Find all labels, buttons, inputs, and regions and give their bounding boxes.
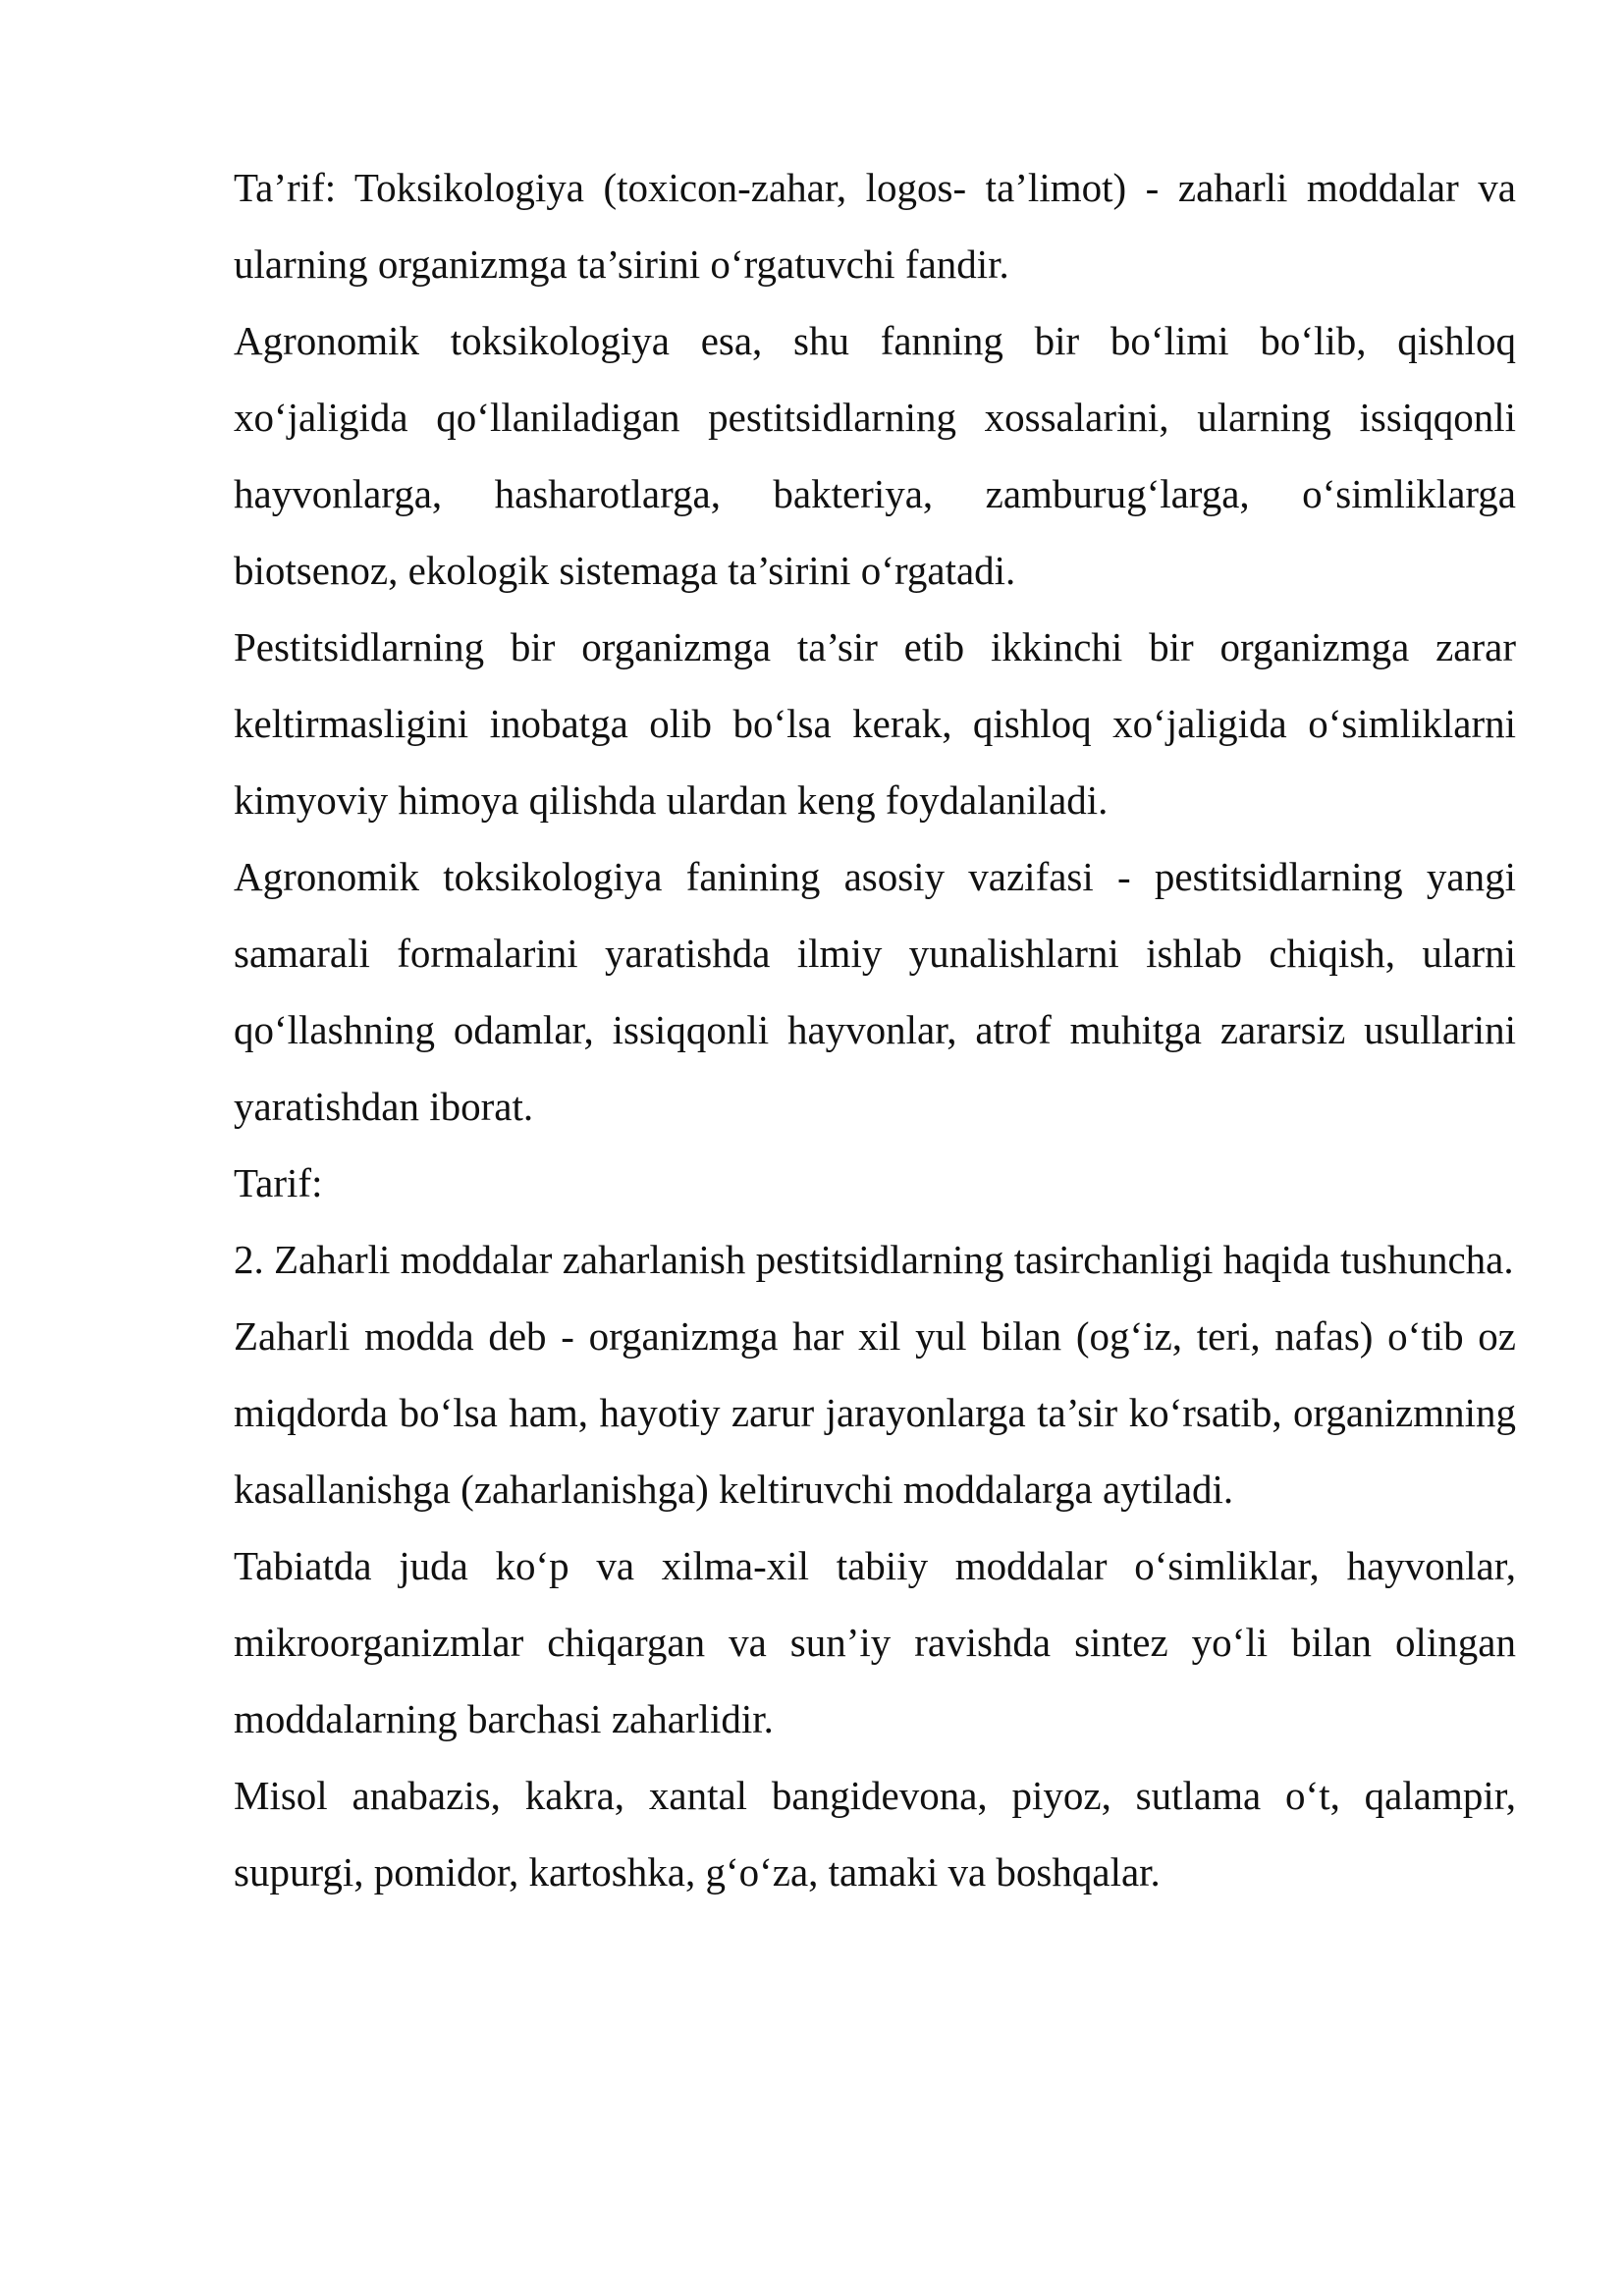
paragraph-examples: Misol anabazis, kakra, xantal bangidevona, piyoz, sutlama o‘t, qalampir, supurgi, pomidor, kartoshka, g‘o‘za, tamaki va boshqalar. (234, 1773, 1516, 1895)
paragraph-toxic-substance-definition: Zaharli modda deb - organizmga har xil yul bilan (og‘iz, teri, nafas) o‘tib oz miqdorda bo‘lsa ham, hayotiy zarur jarayonlarga ta’sir ko‘rsatib, organizmning kasallanishga (zaharlanishga) keltiruvchi moddalarga aytiladi. (234, 1313, 1516, 1512)
paragraph-tarif-label: Tarif: (234, 1160, 323, 1205)
paragraph-definition: Ta’rif: Toksikologiya (toxicon-zahar, logos- ta’limot) - zaharli moddalar va ularning organizmga ta’sirini o‘rgatuvchi fandir. (234, 165, 1516, 287)
paragraph-agronomic-toxicology: Agronomik toksikologiya esa, shu fanning bir bo‘limi bo‘lib, qishloq xo‘jaligida qo‘llaniladigan pestitsidlarning xossalarini, ularning issiqqonli hayvonlarga, hasharotlarga, bakteriya, zamburug‘larga, o‘simliklarga biotsenoz, ekologik sistemaga ta’sirini o‘rgatadi. (234, 318, 1516, 593)
paragraph-pesticide-use: Pestitsidlarning bir organizmga ta’sir etib ikkinchi bir organizmga zarar keltirmasligini inobatga olib bo‘lsa kerak, qishloq xo‘jaligida o‘simliklarni kimyoviy himoya qilishda ulardan keng foydalaniladi. (234, 624, 1516, 823)
document-body (234, 149, 1516, 1910)
paragraph-natural-substances: Tabiatda juda ko‘p va xilma-xil tabiiy moddalar o‘simliklar, hayvonlar, mikroorganizmlar chiqargan va sun’iy ravishda sintez yo‘li bilan olingan moddalarning barchasi zaharlidir. (234, 1543, 1516, 1741)
paragraph-section-heading: 2. Zaharli moddalar zaharlanish pestitsidlarning tasirchanligi haqida tushuncha. (234, 1237, 1514, 1282)
paragraph-main-task: Agronomik toksikologiya fanining asosiy vazifasi - pestitsidlarning yangi samarali formalarini yaratishda ilmiy yunalishlarni ishlab chiqish, ularni qo‘llashning odamlar, issiqqonli hayvonlar, atrof muhitga zararsiz usullarini yaratishdan iborat. (234, 854, 1516, 1129)
